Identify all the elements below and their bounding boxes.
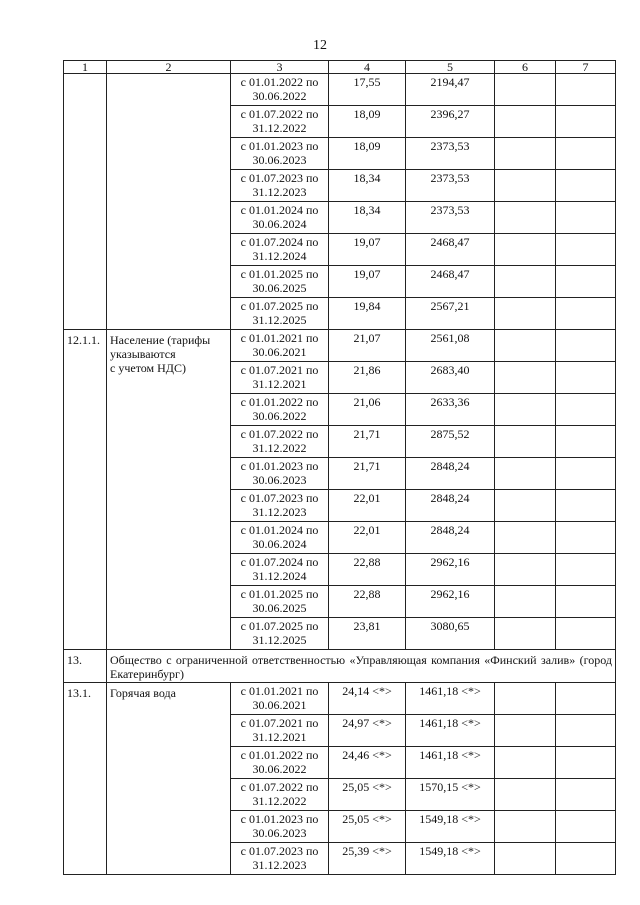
- empty-col6-cell: [495, 298, 556, 330]
- tariff-col4-cell: 17,55: [329, 74, 406, 106]
- tariff-col4-cell: 24,14 <*>: [329, 683, 406, 715]
- period-start: с 01.07.2023 по: [240, 491, 319, 505]
- empty-col7-cell: [556, 586, 616, 618]
- column-header: 7: [556, 61, 616, 74]
- period-end: 30.06.2022: [252, 409, 307, 423]
- column-header: 3: [231, 61, 329, 74]
- empty-col6-cell: [495, 138, 556, 170]
- period-start: с 01.07.2023 по: [240, 844, 319, 858]
- empty-col7-cell: [556, 811, 616, 843]
- empty-col7-cell: [556, 234, 616, 266]
- period-start: с 01.01.2021 по: [240, 684, 319, 698]
- tariff-col5-cell: 1461,18 <*>: [406, 715, 495, 747]
- tariff-col4-cell: 18,09: [329, 138, 406, 170]
- empty-col6-cell: [495, 490, 556, 522]
- period-end: 31.12.2022: [252, 441, 307, 455]
- period-end: 30.06.2024: [252, 217, 307, 231]
- period-end: 31.12.2023: [252, 505, 307, 519]
- tariff-col5-cell: 2848,24: [406, 458, 495, 490]
- period-end: 31.12.2021: [252, 377, 307, 391]
- period-end: 30.06.2025: [252, 281, 307, 295]
- empty-col6-cell: [495, 715, 556, 747]
- empty-col7-cell: [556, 106, 616, 138]
- empty-col6-cell: [495, 554, 556, 586]
- period-cell: [231, 683, 329, 715]
- period-cell: [231, 843, 329, 875]
- empty-col7-cell: [556, 843, 616, 875]
- empty-col7-cell: [556, 747, 616, 779]
- empty-col7-cell: [556, 266, 616, 298]
- period-cell: [231, 170, 329, 202]
- tariff-col4-cell: 22,88: [329, 586, 406, 618]
- empty-col6-cell: [495, 618, 556, 650]
- tariff-col5-cell: 2194,47: [406, 74, 495, 106]
- empty-col6-cell: [495, 74, 556, 106]
- tariff-col5-cell: 2468,47: [406, 234, 495, 266]
- item-number: 13.: [64, 650, 107, 683]
- empty-col6-cell: [495, 683, 556, 715]
- tariff-col5-cell: 2962,16: [406, 586, 495, 618]
- empty-col7-cell: [556, 522, 616, 554]
- empty-col6-cell: [495, 106, 556, 138]
- table-row: [64, 330, 616, 362]
- period-end: 31.12.2024: [252, 249, 307, 263]
- tariff-col4-cell: 21,07: [329, 330, 406, 362]
- empty-col6-cell: [495, 266, 556, 298]
- period-start: с 01.01.2023 по: [240, 139, 319, 153]
- period-cell: [231, 234, 329, 266]
- empty-col7-cell: [556, 74, 616, 106]
- empty-col6-cell: [495, 779, 556, 811]
- period-start: с 01.07.2024 по: [240, 555, 319, 569]
- item-number: 12.1.1.: [64, 330, 107, 650]
- empty-col6-cell: [495, 843, 556, 875]
- tariff-col4-cell: 21,71: [329, 458, 406, 490]
- empty-col6-cell: [495, 362, 556, 394]
- period-start: с 01.01.2025 по: [240, 267, 319, 281]
- empty-col6-cell: [495, 522, 556, 554]
- empty-col7-cell: [556, 362, 616, 394]
- period-end: 30.06.2021: [252, 698, 307, 712]
- empty-col6-cell: [495, 586, 556, 618]
- tariff-col5-cell: 1549,18 <*>: [406, 811, 495, 843]
- period-cell: [231, 490, 329, 522]
- period-cell: [231, 330, 329, 362]
- column-header: 5: [406, 61, 495, 74]
- table-row: [64, 683, 616, 715]
- organization-name: Общество с ограниченной ответственностью «Управляющая компания «Финский залив» (город Екатеринбург): [107, 650, 616, 683]
- tariff-col5-cell: 1461,18 <*>: [406, 683, 495, 715]
- empty-col6-cell: [495, 234, 556, 266]
- empty-col7-cell: [556, 490, 616, 522]
- column-header: 4: [329, 61, 406, 74]
- period-start: с 01.07.2021 по: [240, 716, 319, 730]
- tariff-col5-cell: 2875,52: [406, 426, 495, 458]
- tariff-col5-cell: 2373,53: [406, 202, 495, 234]
- tariff-col4-cell: 23,81: [329, 618, 406, 650]
- empty-col7-cell: [556, 138, 616, 170]
- tariff-col4-cell: 25,05 <*>: [329, 811, 406, 843]
- tariff-col4-cell: 24,97 <*>: [329, 715, 406, 747]
- tariff-col5-cell: 1461,18 <*>: [406, 747, 495, 779]
- period-cell: [231, 298, 329, 330]
- tariff-col5-cell: 2567,21: [406, 298, 495, 330]
- period-end: 31.12.2025: [252, 313, 307, 327]
- tariff-col5-cell: 2468,47: [406, 266, 495, 298]
- tariff-col4-cell: 19,84: [329, 298, 406, 330]
- period-cell: [231, 715, 329, 747]
- period-start: с 01.01.2022 по: [240, 748, 319, 762]
- tariff-col5-cell: 2962,16: [406, 554, 495, 586]
- name-line: Население (тарифы: [110, 333, 211, 347]
- empty-col7-cell: [556, 298, 616, 330]
- period-end: 30.06.2021: [252, 345, 307, 359]
- tariff-col4-cell: 21,06: [329, 394, 406, 426]
- item-number: 13.1.: [64, 683, 107, 875]
- table-row: [64, 74, 616, 106]
- period-end: 31.12.2023: [252, 185, 307, 199]
- column-number-header: [64, 61, 616, 74]
- period-start: с 01.01.2024 по: [240, 523, 319, 537]
- period-cell: [231, 458, 329, 490]
- empty-col6-cell: [495, 747, 556, 779]
- empty-col7-cell: [556, 458, 616, 490]
- tariff-col4-cell: 25,39 <*>: [329, 843, 406, 875]
- period-start: с 01.01.2024 по: [240, 203, 319, 217]
- tariff-col5-cell: 2848,24: [406, 522, 495, 554]
- tariff-col5-cell: 2396,27: [406, 106, 495, 138]
- period-cell: [231, 362, 329, 394]
- period-cell: [231, 74, 329, 106]
- period-end: 30.06.2022: [252, 89, 307, 103]
- period-cell: [231, 747, 329, 779]
- period-end: 31.12.2021: [252, 730, 307, 744]
- period-end: 31.12.2025: [252, 633, 307, 647]
- empty-col7-cell: [556, 394, 616, 426]
- period-start: с 01.07.2022 по: [240, 107, 319, 121]
- tariff-col4-cell: 19,07: [329, 266, 406, 298]
- empty-col7-cell: [556, 330, 616, 362]
- period-cell: [231, 106, 329, 138]
- period-start: с 01.07.2024 по: [240, 235, 319, 249]
- organization-row: [64, 650, 616, 683]
- period-cell: [231, 811, 329, 843]
- period-end: 31.12.2022: [252, 794, 307, 808]
- tariff-col4-cell: 18,34: [329, 202, 406, 234]
- tariff-table: [63, 60, 616, 875]
- period-start: с 01.07.2023 по: [240, 171, 319, 185]
- period-end: 30.06.2023: [252, 153, 307, 167]
- period-cell: [231, 618, 329, 650]
- empty-col6-cell: [495, 170, 556, 202]
- period-cell: [231, 138, 329, 170]
- tariff-col4-cell: 19,07: [329, 234, 406, 266]
- page-number: 12: [313, 38, 327, 53]
- period-end: 31.12.2023: [252, 858, 307, 872]
- period-end: 30.06.2023: [252, 826, 307, 840]
- tariff-col5-cell: 2373,53: [406, 170, 495, 202]
- tariff-col5-cell: 2848,24: [406, 490, 495, 522]
- name-line: указываются: [110, 347, 176, 361]
- empty-col6-cell: [495, 202, 556, 234]
- tariff-col5-cell: 3080,65: [406, 618, 495, 650]
- tariff-col5-cell: 2683,40: [406, 362, 495, 394]
- period-start: с 01.01.2025 по: [240, 587, 319, 601]
- empty-col7-cell: [556, 683, 616, 715]
- tariff-col4-cell: 22,88: [329, 554, 406, 586]
- column-header: 2: [107, 61, 231, 74]
- period-cell: [231, 522, 329, 554]
- period-end: 30.06.2023: [252, 473, 307, 487]
- tariff-col4-cell: 24,46 <*>: [329, 747, 406, 779]
- empty-col6-cell: [495, 811, 556, 843]
- period-cell: [231, 554, 329, 586]
- period-start: с 01.01.2022 по: [240, 395, 319, 409]
- empty-col7-cell: [556, 554, 616, 586]
- number-cell-empty: [64, 74, 107, 330]
- period-start: с 01.07.2025 по: [240, 299, 319, 313]
- period-start: с 01.07.2025 по: [240, 619, 319, 633]
- period-end: 30.06.2024: [252, 537, 307, 551]
- column-header: 1: [64, 61, 107, 74]
- tariff-col5-cell: 2373,53: [406, 138, 495, 170]
- empty-col6-cell: [495, 426, 556, 458]
- period-start: с 01.01.2023 по: [240, 812, 319, 826]
- period-end: 30.06.2025: [252, 601, 307, 615]
- tariff-col4-cell: 18,34: [329, 170, 406, 202]
- period-cell: [231, 266, 329, 298]
- empty-col7-cell: [556, 779, 616, 811]
- period-start: с 01.07.2022 по: [240, 780, 319, 794]
- period-start: с 01.01.2021 по: [240, 331, 319, 345]
- empty-col6-cell: [495, 458, 556, 490]
- tariff-col5-cell: 1549,18 <*>: [406, 843, 495, 875]
- period-end: 30.06.2022: [252, 762, 307, 776]
- empty-col6-cell: [495, 394, 556, 426]
- period-cell: [231, 202, 329, 234]
- empty-col6-cell: [495, 330, 556, 362]
- period-start: с 01.07.2022 по: [240, 427, 319, 441]
- period-start: с 01.01.2022 по: [240, 75, 319, 89]
- name-line: с учетом НДС): [110, 361, 186, 375]
- period-end: 31.12.2024: [252, 569, 307, 583]
- name-cell-empty: [107, 74, 231, 330]
- period-cell: [231, 779, 329, 811]
- tariff-col4-cell: 18,09: [329, 106, 406, 138]
- service-name: Горячая вода: [107, 683, 231, 875]
- column-header: 6: [495, 61, 556, 74]
- empty-col7-cell: [556, 202, 616, 234]
- empty-col7-cell: [556, 715, 616, 747]
- tariff-col5-cell: 2561,08: [406, 330, 495, 362]
- empty-col7-cell: [556, 618, 616, 650]
- tariff-col4-cell: 21,71: [329, 426, 406, 458]
- period-end: 31.12.2022: [252, 121, 307, 135]
- tariff-col4-cell: 22,01: [329, 490, 406, 522]
- empty-col7-cell: [556, 426, 616, 458]
- period-cell: [231, 426, 329, 458]
- empty-col7-cell: [556, 170, 616, 202]
- tariff-col5-cell: 2633,36: [406, 394, 495, 426]
- tariff-col4-cell: 21,86: [329, 362, 406, 394]
- period-cell: [231, 394, 329, 426]
- period-start: с 01.07.2021 по: [240, 363, 319, 377]
- tariff-col5-cell: 1570,15 <*>: [406, 779, 495, 811]
- tariff-col4-cell: 25,05 <*>: [329, 779, 406, 811]
- consumer-group-name: [107, 330, 231, 650]
- tariff-col4-cell: 22,01: [329, 522, 406, 554]
- period-cell: [231, 586, 329, 618]
- period-start: с 01.01.2023 по: [240, 459, 319, 473]
